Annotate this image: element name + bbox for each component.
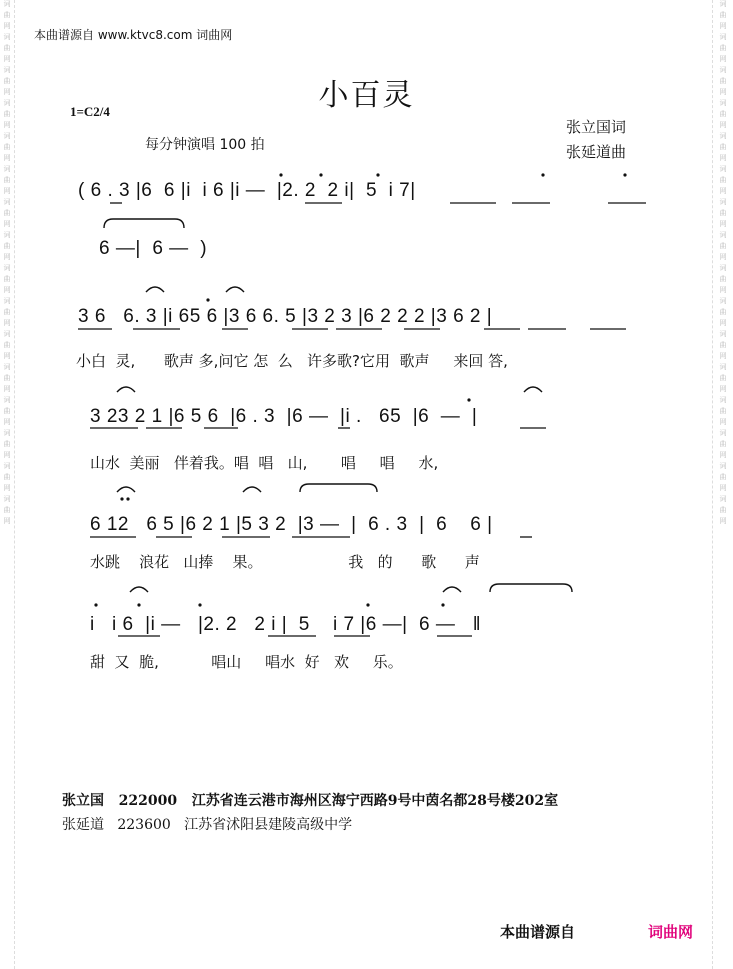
score-intro-line-1: ( 6 . 3 |6 6 |i i 6 |i — |2. 2 2 i| 5 i 7| [78,180,416,201]
composer-credit: 张延道曲 [566,143,627,161]
address-lyricist: 张立国 222000 江苏省连云港市海州区海宁西路9号中茵名都28号楼202室 [62,793,559,809]
score-lyrics-line-2: 山水 美丽 伴着我。唱 唱 山, 唱 唱 水, [90,454,439,472]
footer-source-label: 本曲谱源自 [500,923,576,941]
footer-site-link[interactable]: 词曲网 [648,923,694,941]
left-border-line [14,0,15,969]
score-music-line-2: 3 23 2 1 |6 5 6 |6 . 3 |6 — |i . 65 |6 — | [90,406,478,427]
left-side-watermark: 词曲网词曲网词曲网词曲网词曲网词曲网词曲网词曲网词曲网词曲网词曲网词曲网词曲网词曲网词曲网词曲网 [3,0,11,528]
slur-line3-a [117,487,135,492]
tie-intro [104,219,184,228]
tie-line4 [490,584,572,592]
lyricist-credit: 张立国词 [566,118,627,136]
score-music-line-1: 3 6 6. 3 |i 65 6 |3 6 6. 5 |3 2 3 |6 2 2 2 |3 6 2 | [78,306,493,327]
score-lyrics-line-4: 甜 又 脆, 唱山 唱水 好 欢 乐。 [90,653,403,671]
slur-line2-b [524,387,542,392]
tie-line3 [300,484,377,492]
right-border-line [712,0,713,969]
slur-line4-a [130,587,148,592]
score-lyrics-line-1: 小白 灵, 歌声 多,问它 怎 么 许多歌?它用 歌声 来回 答, [76,352,508,370]
score-music-line-4: i i 6 |i — |2. 2 2 i | 5 i 7 |6 —| 6 — ‖ [90,614,482,635]
key-signature: 1=C2/4 [70,104,110,119]
slur-line2-a [117,387,135,392]
slur-line1-b [226,287,244,292]
slur-line3-b [243,487,261,492]
score-lyrics-line-3: 水跳 浪花 山捧 果。 我 的 歌 声 [90,553,480,571]
song-title: 小百灵 [318,78,415,113]
tempo-marking: 每分钟演唱 100 拍 [145,137,265,153]
slur-line1-a [146,287,164,292]
slur-line4-b [443,587,461,592]
score-intro-line-2: 6 —| 6 — ) [99,238,208,259]
header-source: 本曲谱源自 www.ktvc8.com 词曲网 [34,28,233,42]
address-composer: 张延道 223600 江苏省沭阳县建陵高级中学 [62,817,353,833]
right-side-watermark: 词曲网词曲网词曲网词曲网词曲网词曲网词曲网词曲网词曲网词曲网词曲网词曲网词曲网词曲网词曲网词曲网 [719,0,727,528]
score-music-line-3: 6 12 6 5 |6 2 1 |5 3 2 |3 — | 6 . 3 | 6 6 | [90,514,493,535]
